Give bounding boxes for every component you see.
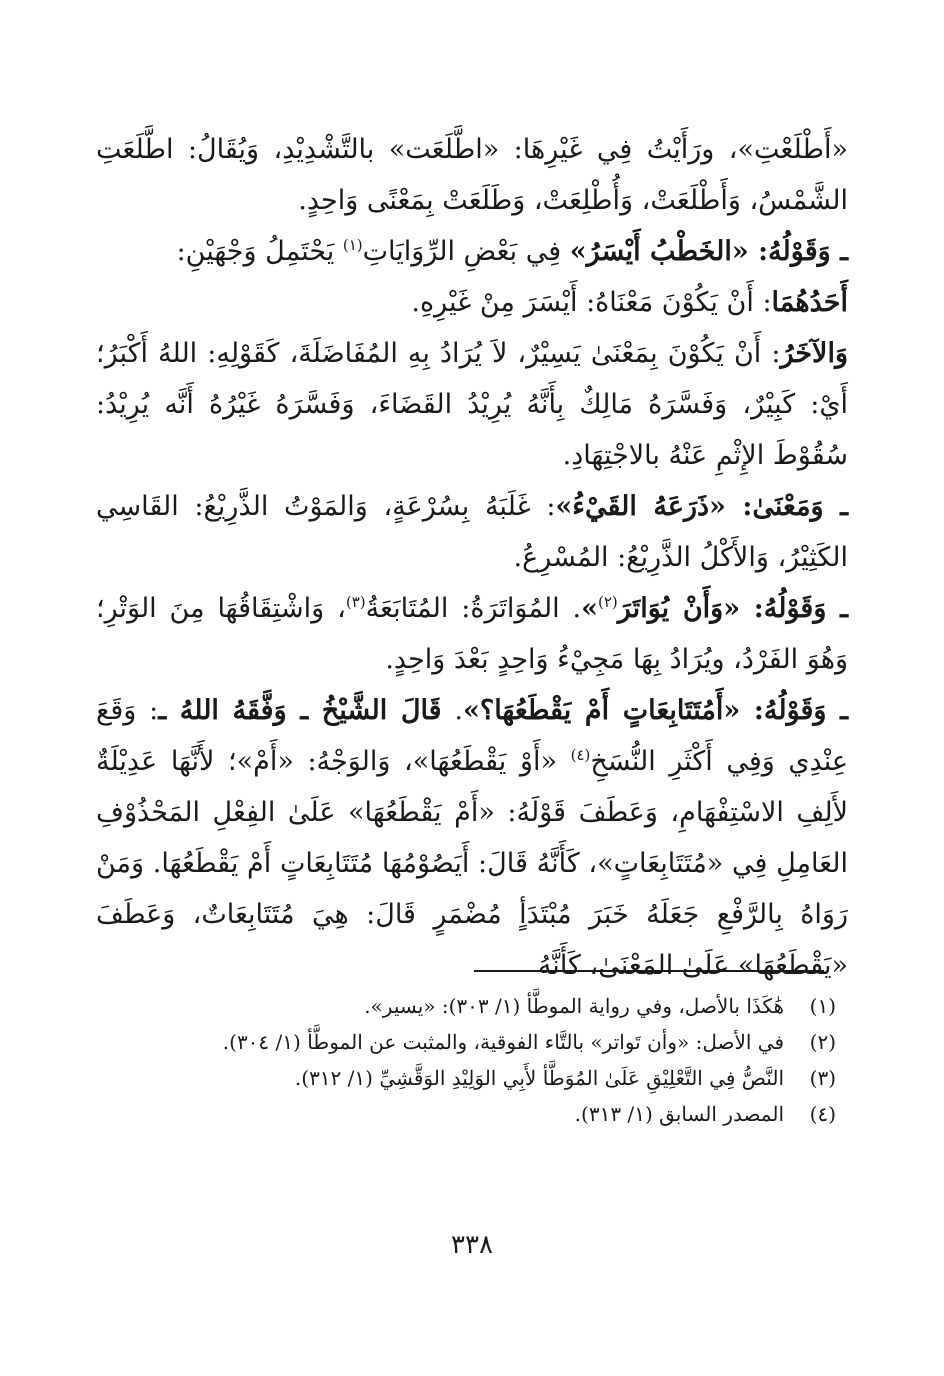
text-run: . <box>441 695 463 726</box>
text-run: : غَلَبَهُ بِسُرْعَةٍ، وَالمَوْتُ الذَّرِيْعُ: القَاسِي الكَثِيْرُ، وَالأَكْلُ الذَّرِيْعُ: المُسْرِعُ. <box>96 491 848 573</box>
text-run: يَحْتَمِلُ وَجْهَيْنِ: <box>176 236 343 267</box>
bold-text: قَالَ الشَّيْخُ ـ وَفَّقَهُ اللهُ ـ <box>158 695 442 726</box>
text-run: «أَطْلَعْتِ»، ورَأَيْتُ فِي غَيْرِهَا: «اطَّلَعَت» بالتَّشْدِيْدِ، وَيُقَالُ: اطَّلَعَتِ الشَّمْسُ، وَأَطْلَعَتْ، وَأُطْلِعَتْ، وَطَلَعَتْ بِمَعْنًى وَاحِدٍ. <box>96 134 848 216</box>
paragraph <box>96 124 848 226</box>
footnote-text: المصدر السابق (١/ ٣١٣). <box>574 1102 784 1126</box>
paragraph <box>96 277 848 328</box>
text-run: . المُوَاتَرَةُ: المُتَابَعَةُ <box>365 593 582 624</box>
paragraph <box>96 328 848 481</box>
bold-text: » <box>581 593 598 624</box>
footnote-reference: (٤) <box>570 746 591 764</box>
bold-text: «أَمُتَتَابِعَاتٍ أَمْ يَقْطَعُهَا؟» <box>463 695 741 726</box>
bold-text: «الخَطْبُ أَيْسَرُ» <box>569 236 749 267</box>
footnote-separator <box>474 970 824 972</box>
footnote-number: (٣) <box>809 1066 836 1090</box>
bold-text: «وَأَنْ يُوَاتَرَ <box>617 593 741 624</box>
page-number: ٣٣٨ <box>451 1230 493 1260</box>
text-run: «أَوْ يَقْطَعُهَا»، وَالوَجْهُ: «أَمْ»؛ لأَنَّهَا عَدِيْلَةٌ لأَلِفِ الاسْتِفْهَامِ، وَعَطَفَ قَوْلَهُ: «أَمْ يَقْطَعُهَا» عَلَىٰ الفِعْلِ المَحْذُوْفِ العَامِلِ فِي «مُتَتَابِعَاتٍ»، كَأَنَّهُ قَالَ: أَيَصُوْمُهَا مُتَتَابِعَاتٍ أَمْ يَقْطَعُهَا. وَمَنْ رَوَاهُ بِالرَّفْعِ جَعَلَهُ خَبَرَ مُبْتَدَأٍ مُضْمَرٍ قَالَ: هِيَ مُتَتَابِعَاتٌ، وَعَطَفَ «يَقْطَعُهَا» عَلَىٰ المَعْنَىٰ، كَأَنَّهُ <box>96 746 848 981</box>
text-run: : أَنْ يَكُوْنَ بِمَعْنَىٰ يَسِيْرٌ، لاَ يُرَادُ بِهِ المُفَاضَلَةَ، كَقَوْلِهِ: اللهُ أَكْبَرُ؛ أَيْ: كَبِيْرٌ، وَفَسَّرَهُ مَالِكٌ بِأَنَّهُ يُرِيْدُ القَضَاءَ، وَفَسَّرَهُ غَيْرُهُ أَنَّه يُرِيْدُ: سُقُوْطَ الإِثْمِ عَنْهُ بالاجْتِهَادِ. <box>96 338 848 471</box>
bold-text: ـ وَمَعْنَىٰ: <box>725 491 848 522</box>
paragraph <box>96 226 848 277</box>
footnote <box>96 1060 836 1096</box>
text-run: : وَقَعَ عِنْدِي وَفِي أَكْثَرِ النُّسَخِ <box>96 695 848 777</box>
paragraph <box>96 583 848 685</box>
footnote <box>96 988 836 1024</box>
bold-text: أَحَدُهُمَا <box>771 287 848 318</box>
footnote-number: (٤) <box>809 1102 836 1126</box>
text-run: ، وَاشْتِقَاقُهَا مِنَ الوَتْرِ؛ وَهُوَ الفَرْدُ، ويُرَادُ بِهَا مَجِيْءُ وَاحِدٍ بَعْدَ وَاحِدٍ. <box>96 593 848 675</box>
footnote-reference: (٣) <box>345 593 366 611</box>
footnotes <box>96 988 836 1132</box>
bold-text: «ذَرَعَهُ القَيْءُ» <box>555 491 726 522</box>
main-text <box>96 124 848 991</box>
footnote-number: (١) <box>809 994 836 1018</box>
footnote-text: النَّصُّ فِي التَّعْلِيْقِ عَلَىٰ المُوَطَّأ لأَبِي الوَلِيْدِ الوَقَّشِيِّ (١/ ٣١٢). <box>294 1066 784 1090</box>
bold-text: ـ وَقَوْلُهُ: <box>740 593 848 624</box>
bold-text: ـ وَقَوْلُهُ: <box>748 236 848 267</box>
footnote-number: (٢) <box>809 1030 836 1054</box>
paragraph <box>96 481 848 583</box>
bold-text: ـ وَقَوْلُهُ: <box>740 695 849 726</box>
footnote <box>96 1024 836 1060</box>
footnote-text: هَٰكَذَا بالأصل، وفي رواية الموطَّأ (١/ ٣٠٣): «يسير». <box>364 994 784 1018</box>
text-run: : أَنْ يَكُوْنَ مَعْنَاهُ: أَيْسَرَ مِنْ غَيْرِهِ. <box>411 287 772 318</box>
bold-text: وَالآخَرُ <box>780 338 848 369</box>
text-run: فِي بَعْضِ الرِّوَايَاتِ <box>362 236 570 267</box>
footnote <box>96 1096 836 1132</box>
footnote-reference: (١) <box>342 236 363 254</box>
footnote-text: في الأصل: «وأن تَواتر» بالتَّاء الفوقية، والمثبت عن الموطَّأ (١/ ٣٠٤). <box>222 1030 784 1054</box>
paragraph <box>96 685 848 991</box>
footnote-reference: (٢) <box>598 593 618 611</box>
